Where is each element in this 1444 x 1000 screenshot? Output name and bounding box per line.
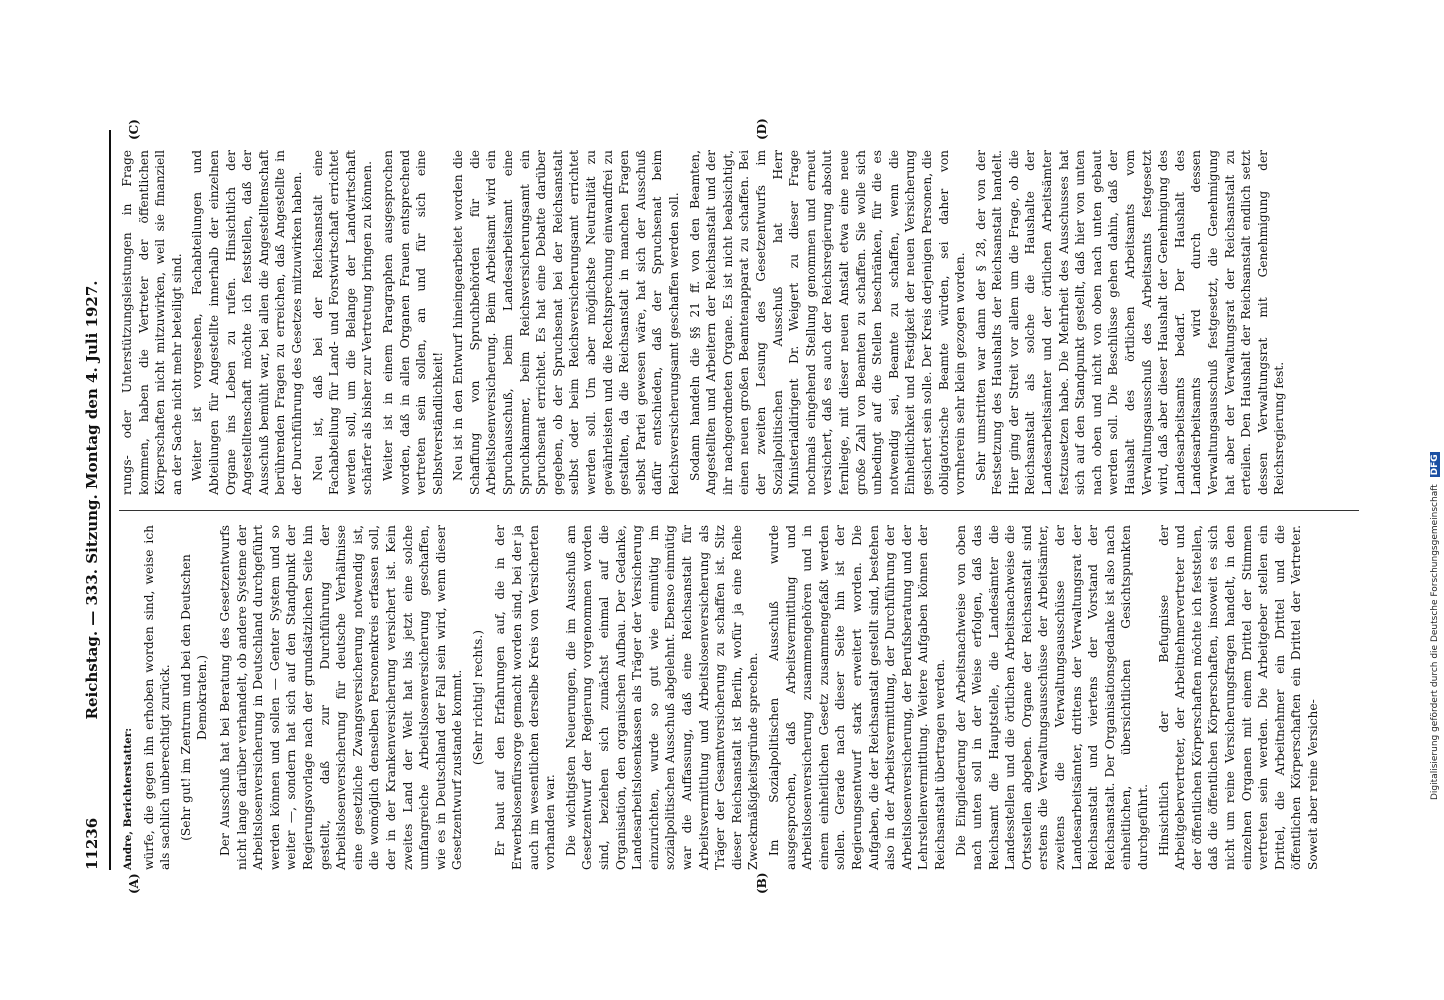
interjection: (Sehr richtig! rechts.) — [470, 629, 485, 766]
text-column-left — [119, 525, 1369, 870]
column-divider — [119, 510, 1359, 511]
credit-text: Digitalisierung gefördert durch die Deutsche Forschungsgemeinschaft — [1430, 484, 1440, 800]
margin-mark-a: (A) — [127, 873, 141, 894]
page-number: 11236 — [83, 817, 101, 870]
paragraph: Neu ist in den Entwurf hineingearbeitet worden die Schaffung von Spruchbehörden für die Arbeitslosenversicherung. Beim Arbeitsamt wird ein Spruchausschuß, beim Landesarbeitsamt eine Spruchkammer, beim Reichsversicherungsamt ein Spruchsenat errichtet. Es hat eine Debatte darüber gegeben, ob der Spruchsenat bei der Reichsanstalt selbst oder beim Reichsversicherungsamt errichtet werden soll. Um aber möglichste Neutralität zu gewährleisten und die Rechtsprechung einwandfrei zu gestalten, da die Reichsanstalt in manchen Fragen selbst Partei gewesen wäre, hat sich der Ausschuß dafür entschieden, daß der Spruchsenat beim Reichsversicherungsamt geschaffen werden soll. — [451, 150, 681, 495]
interjection: (Sehr gut! im Zentrum und bei den Deutschen Demokraten.) — [178, 554, 210, 841]
paragraph — [119, 525, 137, 870]
speaker-label: Andre, Berichterstatter: — [122, 727, 134, 870]
dfg-logo: DFG — [1430, 454, 1440, 476]
paragraph: Neu ist, daß bei der Reichsanstalt eine Fachabteilung für Land- und Forstwirtschaft errichtet werden soll, um die Belange der Landwirtschaft schärfer als bisher zur Vertretung bringen zu können. — [310, 150, 375, 495]
paragraph: Der Ausschuß hat bei Beratung des Gesetzentwurfs nicht lange darüber verhandelt, ob andere Systeme der Arbeitslosenversicherung in Deutschland durchgeführt werden können und sollen — Genter System und so weiter —, sondern hat sich auf den Standpunkt der Regierungsvorlage nach der grundsätzlichen Seite hin gestellt, daß zur Durchführung der Arbeitslosenversicherung für deutsche Verhältnisse eine gesetzliche Zwangsversicherung notwendig ist, die womöglich denselben Personenkreis erfassen soll, der in der Krankenversicherung versichert ist. Kein zweites Land der Welt hat bis jetzt eine solche umfangreiche Arbeitslosenversicherung geschaffen, wie es in Deutschland der Fall sein wird, wenn dieser Gesetzentwurf zustande kommt. — [217, 525, 465, 870]
page-title: Reichstag. — 333. Sitzung. Montag den 4. Juli 1927. — [83, 280, 101, 720]
paragraph: Weiter ist vorgesehen, Fachabteilungen und Abteilungen für Angestellte innerhalb der einzelnen Organe ins Leben zu rufen. Hinsichtlich der Angestelltenschaft möchte ich feststellen, daß der Ausschuß bemüht war, bei allen die Angestelltenschaft berührenden Fragen zu erreichen, daß Angestellte in der Durchführung des Gesetzes mitzuwirken haben. — [190, 150, 304, 495]
paragraph: Er baut auf den Erfahrungen auf, die in der Erwerbslosenfürsorge gemacht worden sind, bei der ja auch im wesentlichen derselbe Kreis von Versicherten vorhanden war. — [493, 525, 558, 870]
margin-mark-b: (B) — [755, 872, 769, 894]
paragraph: Weiter ist in einem Paragraphen ausgesprochen worden, daß in allen Organen Frauen entsprechend vertreten sein sollen, an und für sich eine Selbstverständlichkeit! — [380, 150, 445, 495]
paragraph: rungs- oder Unterstützungsleistungen in Frage kommen, haben die Vertreter der öffentlichen Körperschaften nicht mitzuwirken, weil sie finanziell an der Sache nicht mehr beteiligt sind. — [120, 150, 184, 495]
text-column-right — [119, 150, 1369, 495]
document-page — [75, 100, 1405, 900]
paragraph: Im Sozialpolitischen Ausschuß wurde ausgesprochen, daß Arbeitsvermittlung und Arbeitslosenversicherung zusammengehören und in einem einheitlichen Gesetz zusammengefaßt werden sollen. Gerade nach dieser Seite hin ist der Regierungsentwurf stark erweitert worden. Die Aufgaben, die der Reichsanstalt gestellt sind, bestehen also in der Arbeitsvermittlung, der Durchführung der Arbeitslosenversicherung, der Berufsberatung und der Lehrstellenvermittlung. Weitere Aufgaben können der Reichsanstalt übertragen werden. — [766, 525, 947, 870]
paragraph: Sehr umstritten war dann der § 28, der von der Festsetzung des Haushalts der Reichsanstalt handelt. Hier ging der Streit vor allem um die Frage, ob die Reichsanstalt als solche die Haushalte der Landesarbeitsämter und der örtlichen Arbeitsämter festzusetzen habe. Die Mehrheit des Ausschusses hat sich auf den Standpunkt gestellt, daß hier von unten nach oben und nicht von oben nach unten gebaut werden soll. Die Beschlüsse gehen dahin, daß der Haushalt des örtlichen Arbeitsamts vom Verwaltungsausschuß des Arbeitsamts festgesetzt wird, daß aber dieser Haushalt der Genehmigung des Landesarbeitsamts bedarf. Der Haushalt des Landesarbeitsamts wird durch dessen Verwaltungsausschuß festgesetzt, die Genehmigung hat aber der Verwaltungsrat der Reichsanstalt zu erteilen. Den Haushalt der Reichsanstalt endlich setzt dessen Verwaltungsrat mit Genehmigung der Reichsregierung fest. — [973, 150, 1287, 495]
page-header — [75, 130, 111, 870]
paragraph: würfe, die gegen ihn erhoben worden sind, weise ich als sachlich unberechtigt zurück. — [141, 525, 173, 870]
margin-mark-d: (D) — [755, 118, 769, 140]
digitization-credit — [1416, 10, 1440, 810]
paragraph: Die wichtigsten Neuerungen, die im Ausschuß am Gesetzentwurf der Regierung vorgenommen worden sind, beziehen sich zunächst einmal auf die Organisation, den organischen Aufbau. Der Gedanke, Landesarbeitslosenkassen als Träger der Versicherung einzurichten, wurde so gut wie einmütig im sozialpolitischen Ausschuß abgelehnt. Ebenso einmütig war die Auffassung, daß eine Reichsanstalt für Arbeitsvermittlung und Arbeitslosenversicherung als Träger der Gesamtversicherung zu schaffen ist. Sitz dieser Reichsanstalt ist Berlin, wofür ja eine Reihe Zweckmäßigkeitsgründe sprechen. — [563, 525, 761, 870]
paragraph: Sodann handeln die §§ 21 ff. von den Beamten, Angestellten und Arbeitern der Reichsanstalt und der ihr nachgeordneten Organe. Es ist nicht beabsichtigt, einen neuen großen Beamtenapparat zu schaffen. Bei der zweiten Lesung des Gesetzentwurfs im Sozialpolitischen Ausschuß hat Herr Ministerialdirigent Dr. Weigert zu dieser Frage nochmals eingehend Stellung genommen und erneut versichert, daß es auch der Reichsregierung absolut fernliege, mit dieser neuen Anstalt etwa eine neue große Zahl von Beamten zu schaffen. Sie wolle sich unbedingt auf die Stellen beschränken, für die es notwendig sei, Beamte zu schaffen, wenn die Einheitlichkeit und Festigkeit der neuen Versicherung gesichert sein solle. Der Kreis derjenigen Personen, die obligatorische Beamte würden, sei daher von vornherein sehr klein gezogen worden. — [687, 150, 968, 495]
paragraph: Hinsichtlich der Befugnisse der Arbeitgebervertreter, der Arbeitnehmervertreter und der öffentlichen Körperschaften möchte ich feststellen, daß die öffentlichen Körperschaften, insoweit es sich nicht um reine Versicherungsfragen handelt, in den einzelnen Organen mit einem Drittel der Stimmen vertreten sein werden. Die Arbeitgeber stellen ein Drittel, die Arbeitnehmer ein Drittel und die öffentlichen Körperschaften ein Drittel der Vertreter. Soweit aber reine Versiche- — [1156, 525, 1320, 870]
margin-mark-c: (C) — [127, 119, 141, 140]
paragraph: Die Eingliederung der Arbeitsnachweise von oben nach unten soll in der Weise erfolgen, daß das Reichsamt die Hauptstelle, die Landesämter die Landesstellen und die örtlichen Arbeitsnachweise die Ortsstellen abgeben. Organe der Reichsanstalt sind erstens die Verwaltungsausschüsse der Arbeitsämter, zweitens die Verwaltungsausschüsse der Landesarbeitsämter, drittens der Verwaltungsrat der Reichsanstalt und viertens der Vorstand der Reichsanstalt. Der Organisationsgedanke ist also nach einheitlichen, übersichtlichen Gesichtspunkten durchgeführt. — [953, 525, 1151, 870]
